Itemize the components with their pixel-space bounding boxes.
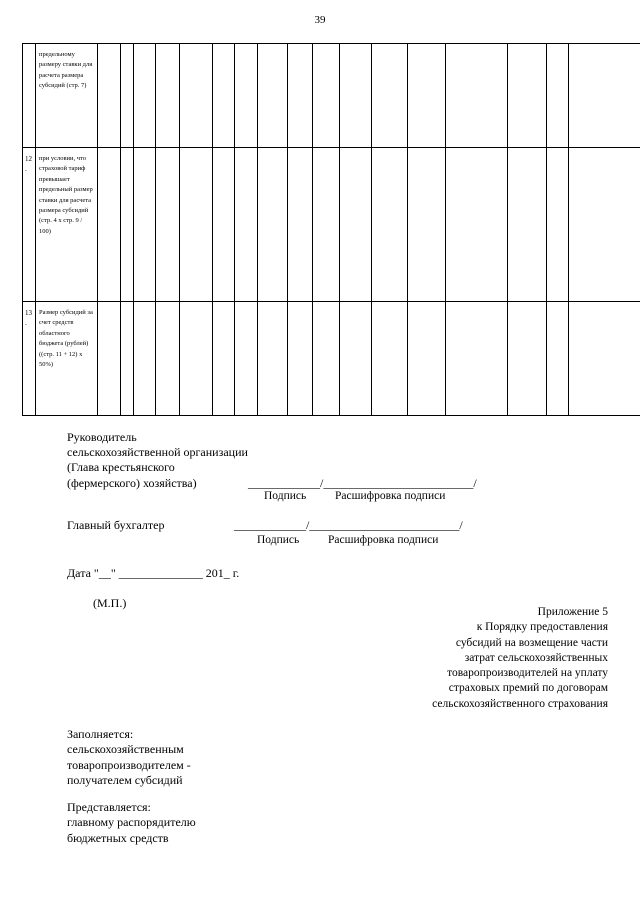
head-decode-caption: Расшифровка подписи <box>335 490 446 502</box>
filled-by-block: Заполняется: сельскохозяйственным товаропроизводителем - получателем субсидий <box>67 727 191 787</box>
table-row <box>23 302 640 416</box>
table-row <box>23 44 640 148</box>
accountant-decode-caption: Расшифровка подписи <box>328 534 439 546</box>
row-label: Размер субсидий за счет средств областного бюджета (рублей) ((стр. 11 + 12) x 50%) <box>36 302 98 416</box>
head-signature-blanks: ____________/_________________________/ <box>248 476 477 490</box>
page-number: 39 <box>314 14 326 26</box>
row-number: 12 . <box>23 148 36 302</box>
accountant-label: Главный бухгалтер <box>67 518 165 532</box>
table-row <box>23 148 640 302</box>
row-number <box>23 44 36 148</box>
head-signature-label: Руководитель сельскохозяйственной организации (Глава крестьянского (фермерского) хозяйства) <box>67 430 248 490</box>
submitted-to-block: Представляется: главному распорядителю бюджетных средств <box>67 800 196 845</box>
row-number: 13 . <box>23 302 36 416</box>
row-label: предельному размеру ставки для расчета размера субсидий (стр. 7) <box>36 44 98 148</box>
appendix-heading: Приложение 5 к Порядку предоставления субсидий на возмещение части затрат сельскохозяйственных товаропроизводителей на уплату страховых премий по договорам сельскохозяйственного страхования <box>432 606 608 710</box>
head-sign-caption: Подпись <box>264 490 307 502</box>
stamp-placeholder: (М.П.) <box>93 596 127 610</box>
row-label: при условии, что страховой тариф превышает предельный размер ставки для расчета размера субсидий (стр. 4 x стр. 9 / 100) <box>36 148 98 302</box>
accountant-signature-blanks: ____________/_________________________/ <box>234 518 463 532</box>
subsidy-calculation-table <box>22 43 609 415</box>
accountant-sign-caption: Подпись <box>257 534 300 546</box>
date-line: Дата "__" ______________ 201_ г. <box>67 566 240 580</box>
